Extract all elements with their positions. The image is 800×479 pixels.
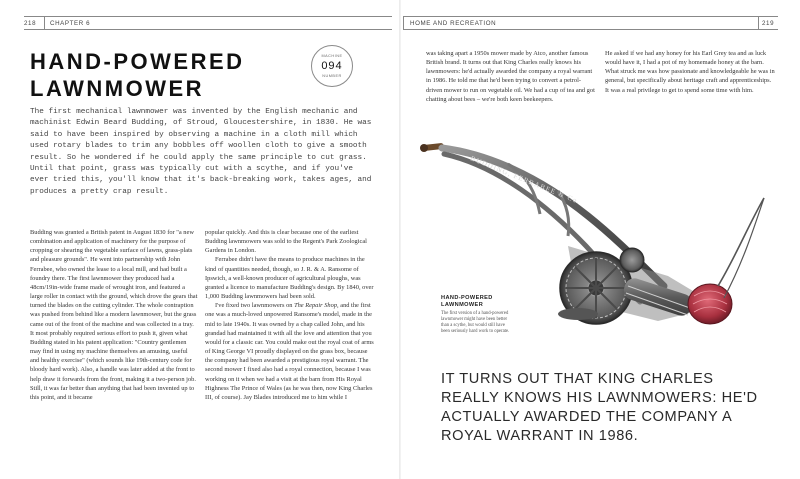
- body-column-1: [30, 228, 198, 402]
- body-paragraph: Budding was granted a British patent in August 1830 for "a new combination and application of machinery for the purpose of cropping or shearing the vegetable surface of lawns, grass-plats and pleasure grounds". He went into partnership with John Ferrabee, who owned the lease to a local mill, and had built a foundry there. The first lawnmower they produced had a 48cm/19in-wide frame made of wrought iron, and featured a large roller in contact with the ground, which drove the gears that turned the blades on the cutting cylinder. The whole contraption was pushed from behind like a modern lawnmower, but the grass came out of the front of the machine and was collected in a tray. It most probably required serious effort to push it, given what Budding stated in his patent application: "Country gentlemen may find in using my machine themselves an amusing, useful and healthy exercise" (which sounds like 19th-century code for bloody hard work). Also, a handle was later added at the front to help draw it forwards from the front, making it a two-person job. Still, it was far better than anything that had been invented up to this point, and it became: [30, 229, 198, 401]
- caption-title-line: HAND-POWERED: [441, 295, 493, 301]
- left-page-number: 218: [24, 16, 44, 30]
- front-pull-handle: [724, 198, 764, 298]
- page-spine: [399, 0, 401, 479]
- body-paragraph: was taking apart a 1950s mower made by Atco, another famous British brand. It turns out that King Charles really knows his lawnmowers: he'd actually awarded the company a royal warrant in 1986. He told me that he'd been trying to convert a petrol-driven mower to run on vegetable oil. We had a cup of tea and got chatting about bees – we're both keen beekeepers.: [426, 50, 595, 103]
- intro-paragraph: The first mechanical lawnmower was invented by the English mechanic and machinist Edwin Beard Budding, of Stroud, Gloucestershire, in 1830. He was said to have been inspired by observing a machine in a cloth mill which used rotary blades to trim any bobbles off woollen cloth to give a smooth result. So he wondered if he could apply the same principle to cut grass. Until that point, grass was typically cut with a scythe, and if you've ever tried this, you'll know that it's back-breaking work, takes ages, and produces a pretty crap result.: [30, 108, 372, 196]
- body-text: I've fixed two lawnmowers on: [215, 302, 295, 310]
- pull-quote-line: ACTUALLY AWARDED THE COMPANY A: [441, 409, 733, 425]
- show-title: The Repair Shop: [294, 302, 338, 310]
- body-paragraph: popular quickly. And this is clear because one of the earliest Budding lawnmowers was sold to the Regent's Park Zoological Gardens in London.: [205, 229, 367, 255]
- engraved-lettering: BUDDING, FERRABEE & Co.: [469, 154, 582, 207]
- badge-bottom-label: NUMBER: [322, 74, 342, 78]
- illustration-caption: [441, 295, 511, 335]
- handle-knob: [420, 144, 428, 152]
- badge-top-label: MACHINE: [321, 54, 343, 58]
- body-column-2: [205, 228, 375, 402]
- chapter-label: CHAPTER 6: [44, 16, 392, 30]
- page-title: [30, 48, 330, 102]
- body-text: , and the first one was a much-loved unpowered Ransome's model, made in the mid to late 1940s. It was owned by a chap called John, and his grandad had maintained it with all the love and attention that you would for a classic car. You could make out the royal coat of arms of King George VI proudly displayed on the grass box, because the company had been awarded a prestigious royal warrant. The second mower I fixed also had a royal connection, because I was working on it when we had a visit at the barn from His Royal Highness The Prince of Wales (as he was then, now King Charles III, of course). Jay Blades introduced me to him while I: [205, 302, 374, 401]
- body-paragraph: [205, 301, 375, 402]
- caption-text: The first version of a hand-powered lawnmower might have been better than a scythe, but would still have been seriously hard work to operate.: [441, 311, 510, 334]
- title-line: LAWNMOWER: [30, 76, 205, 101]
- caption-title: [441, 295, 511, 309]
- body-paragraph: He asked if we had any honey for his Earl Grey tea and as luck would have it, I had a pot of my homemade honey at the barn. What struck me was how passionate and knowledgeable he was in general, but specifically about heritage craft and apprenticeships. It was a real privilege to get to spend some time with him.: [605, 50, 775, 94]
- body-paragraph: Ferrabee didn't have the means to produce machines in the kind of quantities needed, though, so J. R. & A. Ransome of Ipswich, a well-known producer of agricultural ploughs, was granted a licence to manufacture Budding's design. By 1840, over 1,000 Budding lawnmowers had been sold.: [205, 256, 374, 301]
- red-roller: [688, 284, 732, 324]
- right-running-header: [404, 16, 778, 30]
- pull-quote-line: REALLY KNOWS HIS LAWNMOWERS: HE'D: [441, 390, 758, 406]
- small-gear: [620, 248, 644, 272]
- pull-quote: [441, 370, 776, 446]
- pull-quote-line: ROYAL WARRANT IN 1986.: [441, 428, 639, 444]
- badge-number: 094: [321, 60, 343, 72]
- rear-roller: [558, 308, 598, 320]
- front-pull-handle: [718, 198, 764, 286]
- body-column-4: [605, 49, 775, 95]
- right-page-number: 219: [758, 16, 778, 30]
- body-column-3: [426, 49, 596, 104]
- caption-title-line: LAWNMOWER: [441, 302, 484, 308]
- left-running-header: [24, 16, 392, 30]
- section-label: HOME AND RECREATION: [404, 16, 758, 30]
- pull-quote-line: IT TURNS OUT THAT KING CHARLES: [441, 371, 714, 387]
- title-line: HAND-POWERED: [30, 49, 245, 74]
- machine-number-badge: [311, 45, 353, 87]
